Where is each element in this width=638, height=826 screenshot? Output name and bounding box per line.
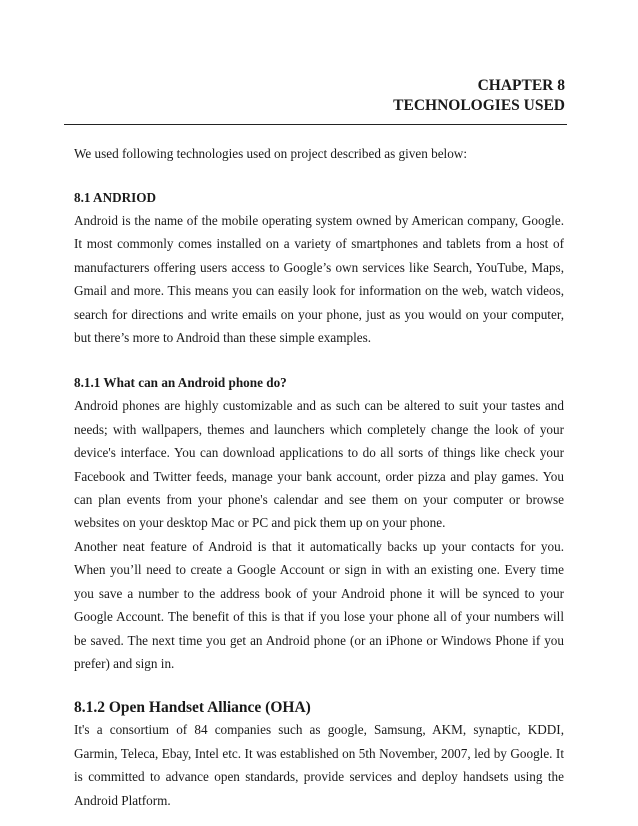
spacer	[74, 675, 564, 698]
section-heading-8-1-2: 8.1.2 Open Handset Alliance (OHA)	[74, 699, 311, 717]
section-body-8-1: Android is the name of the mobile operating system owned by American company, Google. It most commonly comes installed on a variety of smartphones and tablets from a host of manufacturers offering users access to Google’s own services like Search, YouTube, Maps, Gmail and more. This means you can easily look for information on the web, watch videos, search for directions and write emails on your phone, just as you would on your computer, but there’s more to Android than these simple examples.	[74, 213, 564, 346]
chapter-number: CHAPTER 8	[477, 77, 565, 94]
section-heading-8-1: 8.1 ANDRIOD	[74, 190, 157, 205]
section-body-8-1-1-part2: Another neat feature of Android is that it automatically backs up your contacts for you. When you’ll need to create a Google Account or sign in with an existing one. Every time you save a number to the address book of your Android phone it will be synced to your Google Account. The benefit of this is that if you lose your phone all of your numbers will be saved. The next time you get an Android phone (or an iPhone or Windows Phone if you prefer) and sign in.	[74, 538, 564, 671]
header-divider	[64, 124, 567, 125]
section-body-8-1-1-part1: Android phones are highly customizable and as such can be altered to suit your tastes and needs; with wallpapers, themes and launchers which completely change the look of your device's interface. You can download applications to do all sorts of things like check your Facebook and Twitter feeds, manage your bank account, order pizza and play games. You can plan events from your phone's calendar and see them on your computer or browse websites on your desktop Mac or PC and pick them up on your phone.	[74, 398, 564, 531]
section-heading-8-1-1: 8.1.1 What can an Android phone do?	[74, 375, 287, 391]
chapter-header	[393, 76, 565, 116]
section-body-8-1-2: It's a consortium of 84 companies such as google, Samsung, AKM, synaptic, KDDI, Garmin, Teleca, Ebay, Intel etc. It was established on 5th November, 2007, led by Google. It is committed to advance open standards, provide services and deploy handsets using the Android Platform.	[74, 722, 564, 808]
spacer	[74, 349, 564, 372]
intro-paragraph: We used following technologies used on project described as given below:	[74, 146, 467, 161]
chapter-title: TECHNOLOGIES USED	[393, 97, 565, 114]
document-body	[74, 142, 564, 812]
